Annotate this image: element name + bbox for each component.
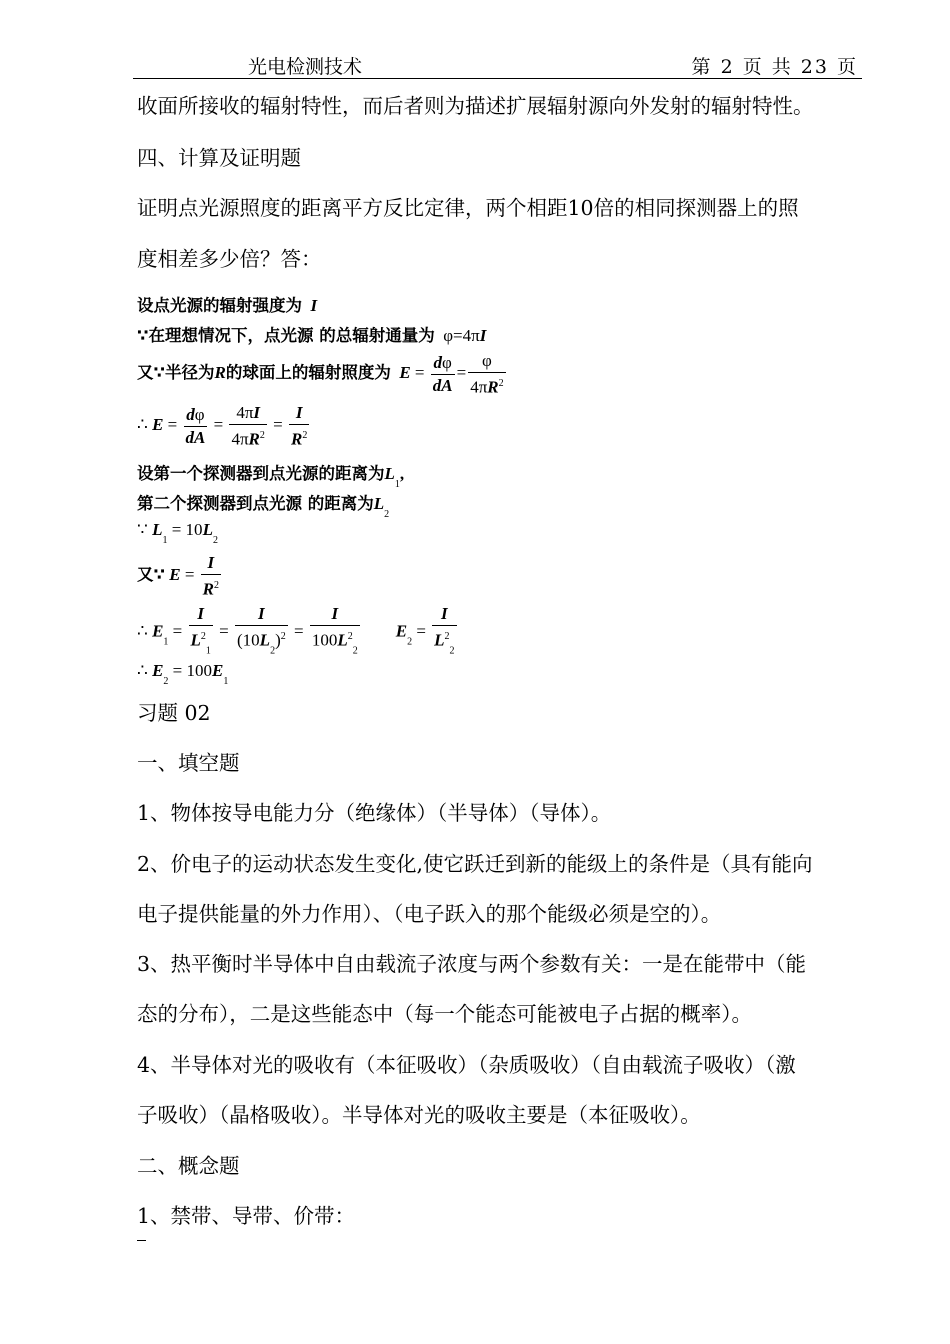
paragraph: 1、物体按导电能力分（绝缘体）（半导体）（导体）。 xyxy=(137,801,612,825)
math-line-5: 设第一个探测器到点光源的距离为$L_1$, xyxy=(137,464,405,490)
header-title: 光电检测技术 xyxy=(248,56,363,78)
paragraph: 态的分布），二是这些能态中（每一个能态可能被电子占据的概率）。 xyxy=(137,1002,752,1026)
footer-mark xyxy=(137,1240,146,1241)
exercise-title: 习题 02 xyxy=(137,701,211,725)
paragraph: 子吸收）（晶格吸收）。半导体对光的吸收主要是（本征吸收）。 xyxy=(137,1103,701,1127)
math-line-10: ∴ $E_2 = 100E_1$ xyxy=(137,661,229,687)
math-line-9: ∴ $E_1$ = $\frac{I}{L^2_1}$ = $\frac{I}{(10L_2)^2}$ = $\frac{I}{100L^2_2}$ $E_2$ = $\frac{I}{L^2_2}$ xyxy=(137,604,455,657)
section-heading: 一、填空题 xyxy=(137,751,240,775)
math-line-1: 设点光源的辐射强度为 I xyxy=(137,296,318,315)
section-heading: 二、概念题 xyxy=(137,1154,240,1178)
paragraph: 3、热平衡时半导体中自由载流子浓度与两个参数有关：一是在能带中（能 xyxy=(137,952,807,976)
paragraph: 证明点光源照度的距离平方反比定律，两个相距10倍的相同探测器上的照 xyxy=(137,196,799,220)
math-line-3: 又∵半径为R的球面上的辐射照度为 E = $\frac{d\varphi}{dA}$ = $\frac{\varphi}{4\pi R^2}$ xyxy=(137,351,504,397)
paragraph: 电子提供能量的外力作用）、（电子跃入的那个能级必须是空的）。 xyxy=(137,902,722,926)
paragraph: 收面所接收的辐射特性，而后者则为描述扩展辐射源向外发射的辐射特性。 xyxy=(137,94,814,118)
page-header xyxy=(133,48,862,79)
math-line-4: ∴ E = $\frac{d\varphi}{dA}$ = $\frac{4\pi I}{4\pi R^2}$ = $\frac{I}{R^2}$ xyxy=(137,403,308,449)
paragraph: 度相差多少倍？答： xyxy=(137,247,322,271)
math-line-7: ∵ $L_1 = 10L_2$ xyxy=(137,520,218,546)
math-line-6: 第二个探测器到点光源 的距离为$L_2$ xyxy=(137,494,390,520)
math-line-2: ∵在理想情况下，点光源 的总辐射通量为 φ=4πI xyxy=(137,326,487,345)
paragraph: 4、半导体对光的吸收有（本征吸收）（杂质吸收）（自由载流子吸收）（激 xyxy=(137,1053,796,1077)
paragraph: 2、价电子的运动状态发生变化,使它跃迁到新的能级上的条件是（具有能向 xyxy=(137,852,813,876)
paragraph: 1、禁带、导带、价带： xyxy=(137,1204,356,1228)
math-line-8: 又∵ E = $\frac{I}{R^2}$ xyxy=(137,553,220,599)
header-page-number: 第 2 页 共 23 页 xyxy=(691,56,858,78)
section-heading: 四、计算及证明题 xyxy=(137,146,301,170)
